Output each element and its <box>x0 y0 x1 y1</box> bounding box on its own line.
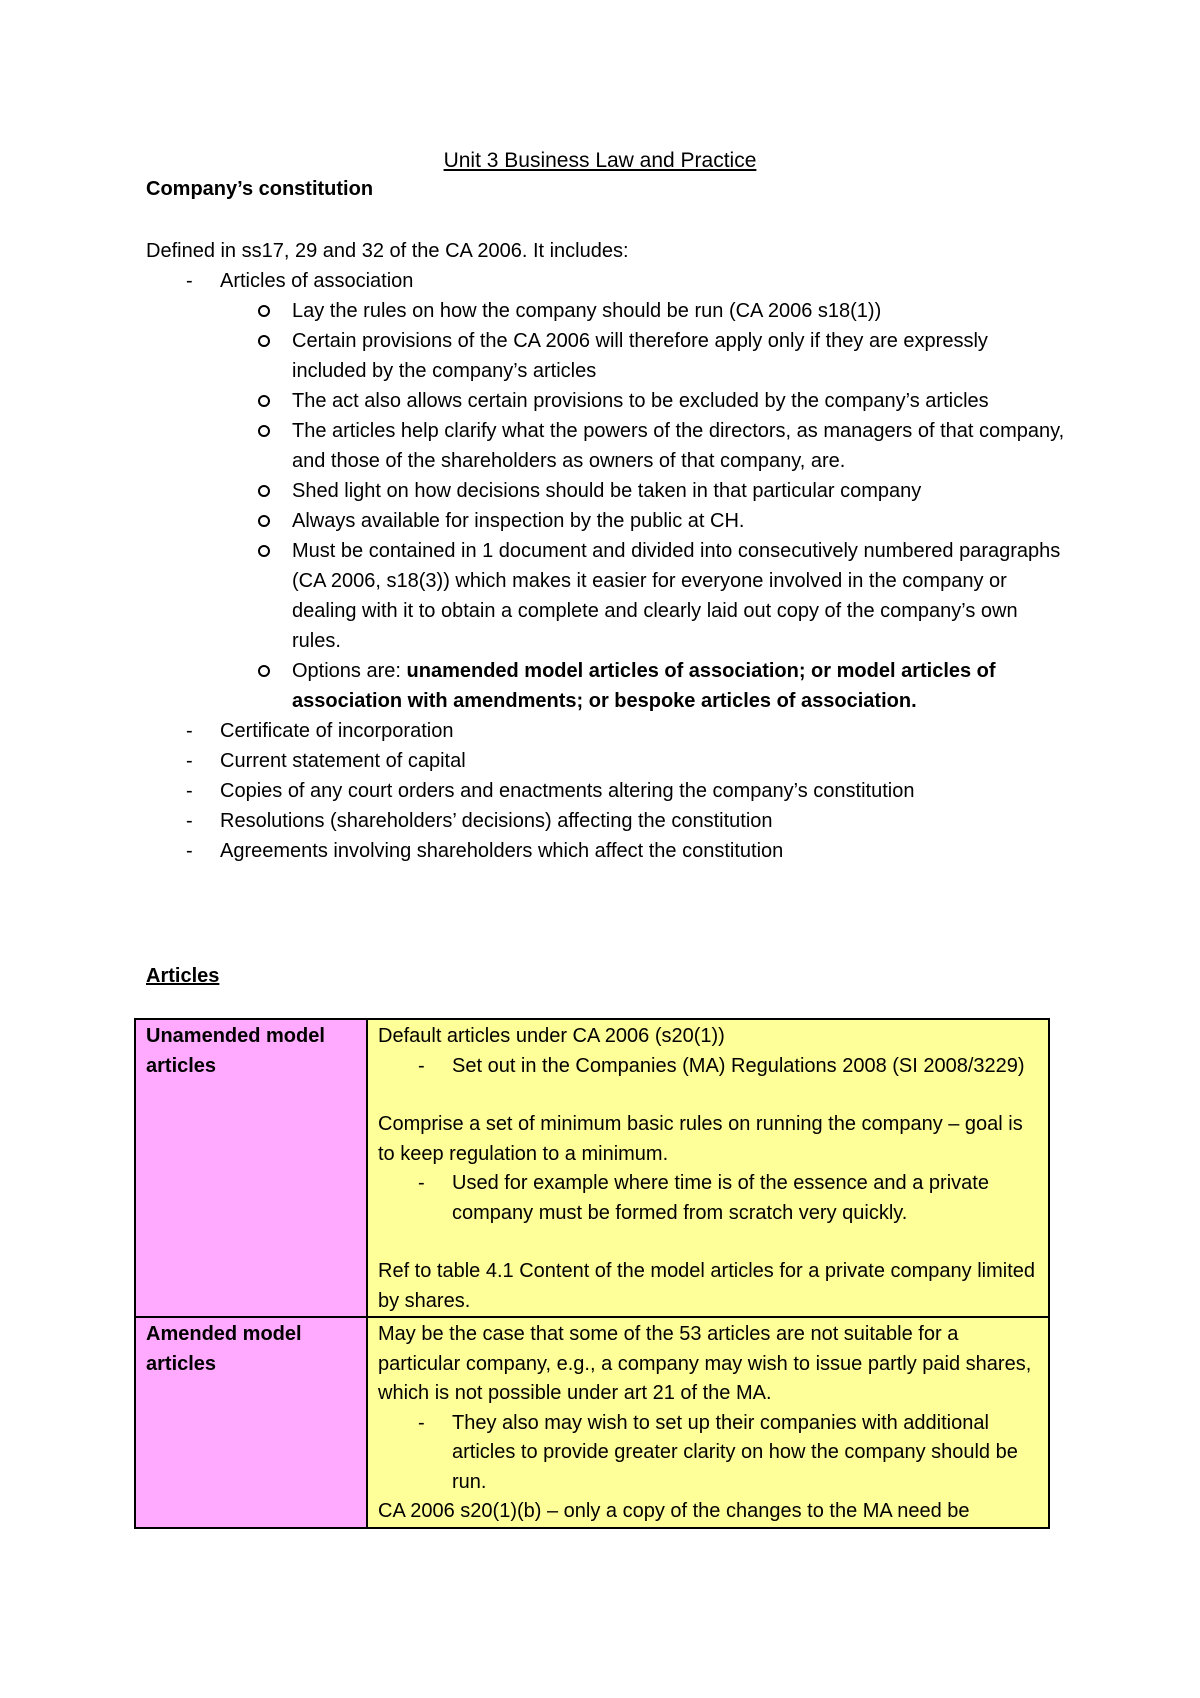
sub-list-item: Certain provisions of the CA 2006 will therefore apply only if they are expressly included by the company’s articles <box>146 326 1066 386</box>
list-item: - Copies of any court orders and enactments altering the company’s constitution <box>146 776 1066 806</box>
dash-bullet: - <box>186 270 193 292</box>
section-heading-constitution: Company’s constitution <box>146 178 374 200</box>
list-item: - Certificate of incorporation <box>146 716 1066 746</box>
dash-bullet: - <box>418 1172 425 1194</box>
row-label-cell: Unamended model articles <box>135 1019 367 1317</box>
circle-bullet-icon <box>258 515 270 527</box>
intro-text: Defined in ss17, 29 and 32 of the CA 2006. It includes: <box>146 240 629 262</box>
dash-bullet: - <box>186 720 193 742</box>
circle-bullet-icon <box>258 305 270 317</box>
sub-list-item: Must be contained in 1 document and divided into consecutively numbered paragraphs (CA 2006, s18(3)) which makes it easier for everyone involved in the company or dealing with it to obtain a complete and clearly laid out copy of the company’s own rules. <box>146 536 1066 656</box>
table-row <box>135 1317 1049 1528</box>
dash-bullet: - <box>186 840 193 862</box>
dash-bullet: - <box>418 1054 425 1077</box>
circle-bullet-icon <box>258 395 270 407</box>
row-content-cell: Default articles under CA 2006 (s20(1)) - Set out in the Companies (MA) Regulations 2008 (SI 2008/3229) Comprise a set of minimum basic rules on running the company – goal is to keep regulation to a minimum. - Used for example where time is of the essence and a private company must be formed from scratch very quickly. Ref to table 4.1 Content of the model articles for a private company limited by shares. <box>367 1019 1049 1317</box>
circle-bullet-icon <box>258 665 270 677</box>
row-label-cell: Amended model articles <box>135 1317 367 1528</box>
table-row <box>135 1019 1049 1317</box>
list-item: - Current statement of capital <box>146 746 1066 776</box>
dash-bullet: - <box>186 810 193 832</box>
list-item: - Agreements involving shareholders which affect the constitution <box>146 836 1066 866</box>
dash-bullet: - <box>418 1411 425 1434</box>
circle-bullet-icon <box>258 335 270 347</box>
sub-list-item: The articles help clarify what the powers of the directors, as managers of that company, and those of the shareholders as owners of that company, are. <box>146 416 1066 476</box>
list-item-articles <box>146 266 1066 296</box>
sub-list-item: The act also allows certain provisions to be excluded by the company’s articles <box>146 386 1066 416</box>
sub-list-item-options: Options are: unamended model articles of association; or model articles of association with amendments; or bespoke articles of association. <box>146 656 1066 716</box>
dash-bullet: - <box>186 750 193 772</box>
circle-bullet-icon <box>258 545 270 557</box>
articles-sub-list <box>146 296 1066 716</box>
list-item: - Resolutions (shareholders’ decisions) affecting the constitution <box>146 806 1066 836</box>
circle-bullet-icon <box>258 485 270 497</box>
constitution-list <box>146 266 1066 866</box>
articles-table <box>134 1018 1050 1529</box>
sub-list-item: Shed light on how decisions should be taken in that particular company <box>146 476 1066 506</box>
dash-bullet: - <box>186 780 193 802</box>
circle-bullet-icon <box>258 425 270 437</box>
section-heading-articles: Articles <box>146 965 220 987</box>
list-item-label: Articles of association <box>220 270 414 292</box>
sub-list-item: Lay the rules on how the company should be run (CA 2006 s18(1)) <box>146 296 1066 326</box>
row-content-cell: May be the case that some of the 53 articles are not suitable for a particular company, e.g., a company may wish to issue partly paid shares, which is not possible under art 21 of the MA. - They also may wish to set up their companies with additional articles to provide greater clarity on how the company should be run. CA 2006 s20(1)(b) – only a copy of the changes to the MA need be <box>367 1317 1049 1528</box>
sub-list-item: Always available for inspection by the public at CH. <box>146 506 1066 536</box>
page-title: Unit 3 Business Law and Practice <box>443 149 757 172</box>
